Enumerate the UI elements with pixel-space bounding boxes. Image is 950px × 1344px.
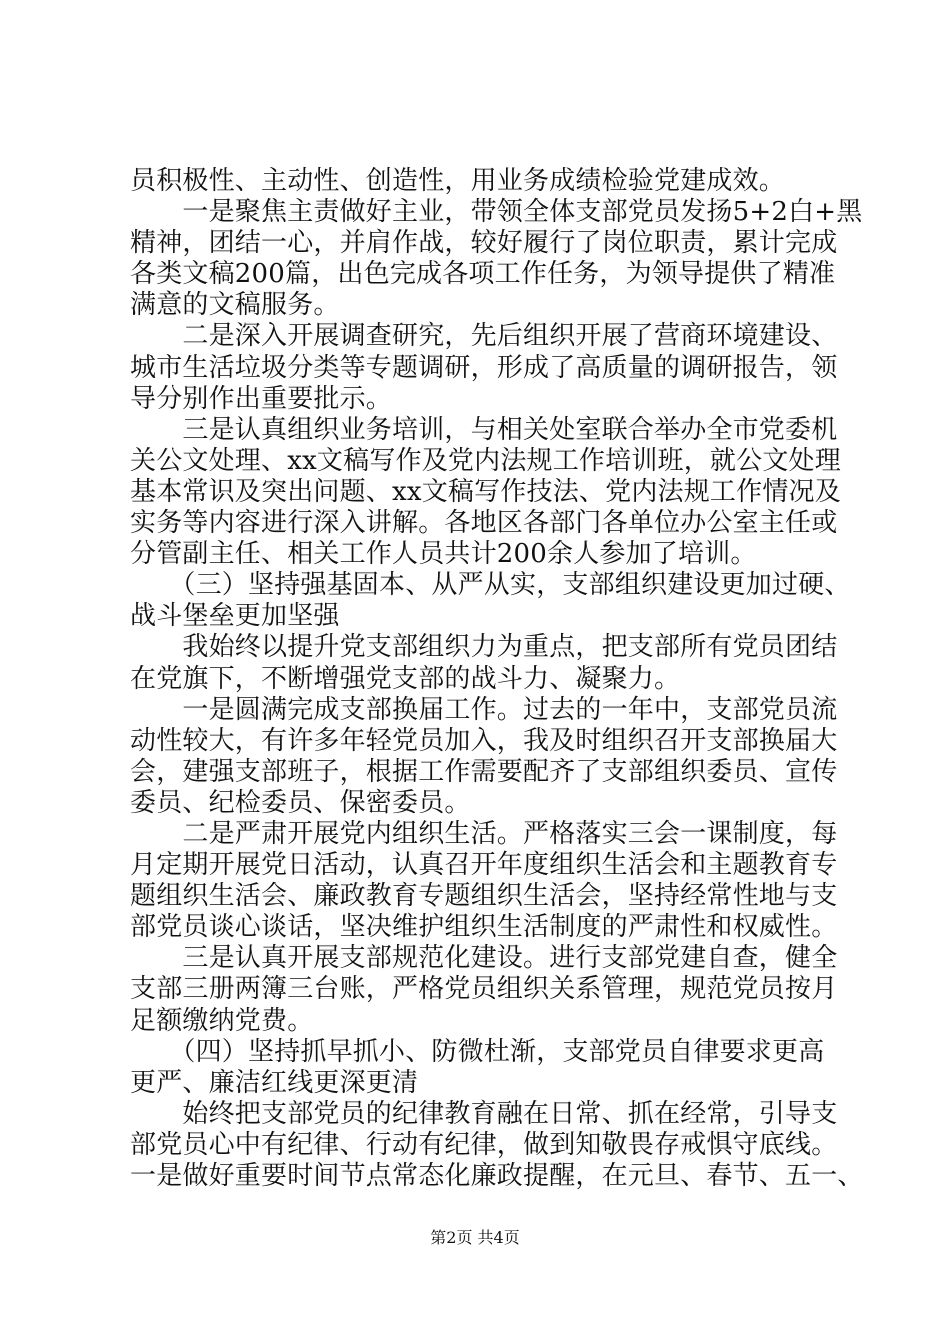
text-line: 支部三册两簿三台账，严格党员组织关系管理，规范党员按月 [130,974,838,1005]
text-line: 部党员谈心谈话，坚决维护组织生活制度的严肃性和权威性。 [130,912,838,943]
section-heading-line: 更严、廉洁红线更深更清 [130,1067,419,1098]
section-heading-line: （三）坚持强基固本、从严从实，支部组织建设更加过硬、 [130,570,851,601]
text-line: 委员、纪检委员、保密委员。 [130,787,471,818]
text-line: 各类文稿200篇，出色完成各项工作任务，为领导提供了精准 [130,259,836,290]
page-number-footer: 第2页 共4页 [430,1228,520,1247]
text-line: 关公文处理、xx文稿写作及党内法规工作培训班，就公文处理 [130,445,841,476]
text-line: 一是圆满完成支部换届工作。过去的一年中，支部党员流 [130,694,838,725]
text-line: 始终把支部党员的纪律教育融在日常、抓在经常，引导支 [130,1098,838,1129]
text-line: 二是严肃开展党内组织生活。严格落实三会一课制度，每 [130,818,838,849]
section-heading-line: 战斗堡垒更加坚强 [130,601,340,632]
text-line: 在党旗下，不断增强党支部的战斗力、凝聚力。 [130,663,681,694]
text-line: 会，建强支部班子，根据工作需要配齐了支部组织委员、宣传 [130,756,838,787]
text-line: 员积极性、主动性、创造性，用业务成绩检验党建成效。 [130,166,786,196]
text-line: 一是聚焦主责做好主业，带领全体支部党员发扬5+2白+黑 [130,197,863,228]
text-line: 我始终以提升党支部组织力为重点，把支部所有党员团结 [130,632,838,663]
text-line: 实务等内容进行深入讲解。各地区各部门各单位办公室主任或 [130,508,838,539]
text-line: 一是做好重要时间节点常态化廉政提醒，在元旦、春节、五一、 [130,1161,864,1191]
text-line: 部党员心中有纪律、行动有纪律，做到知敬畏存戒惧守底线。 [130,1129,838,1160]
section-heading-line: （四）坚持抓早抓小、防微杜渐，支部党员自律要求更高 [130,1036,825,1067]
text-line: 精神，团结一心，并肩作战，较好履行了岗位职责，累计完成 [130,228,838,259]
text-line: 三是认真开展支部规范化建设。进行支部党建自查，健全 [130,943,838,974]
text-line: 导分别作出重要批示。 [130,383,393,414]
text-line: 二是深入开展调查研究，先后组织开展了营商环境建设、 [130,321,838,352]
text-line: 月定期开展党日活动，认真召开年度组织生活会和主题教育专 [130,850,838,881]
text-line: 基本常识及突出问题、xx文稿写作技法、党内法规工作情况及 [130,476,841,507]
text-line: 题组织生活会、廉政教育专题组织生活会，坚持经常性地与支 [130,881,838,912]
text-line: 分管副主任、相关工作人员共计200余人参加了培训。 [130,539,757,570]
text-line: 动性较大，有许多年轻党员加入，我及时组织召开支部换届大 [130,725,838,756]
text-line: 城市生活垃圾分类等专题调研，形成了高质量的调研报告，领 [130,352,838,383]
document-body [130,166,864,1192]
text-line: 足额缴纳党费。 [130,1005,314,1036]
text-line: 三是认真组织业务培训，与相关处室联合举办全市党委机 [130,414,838,445]
text-line: 满意的文稿服务。 [130,290,340,321]
